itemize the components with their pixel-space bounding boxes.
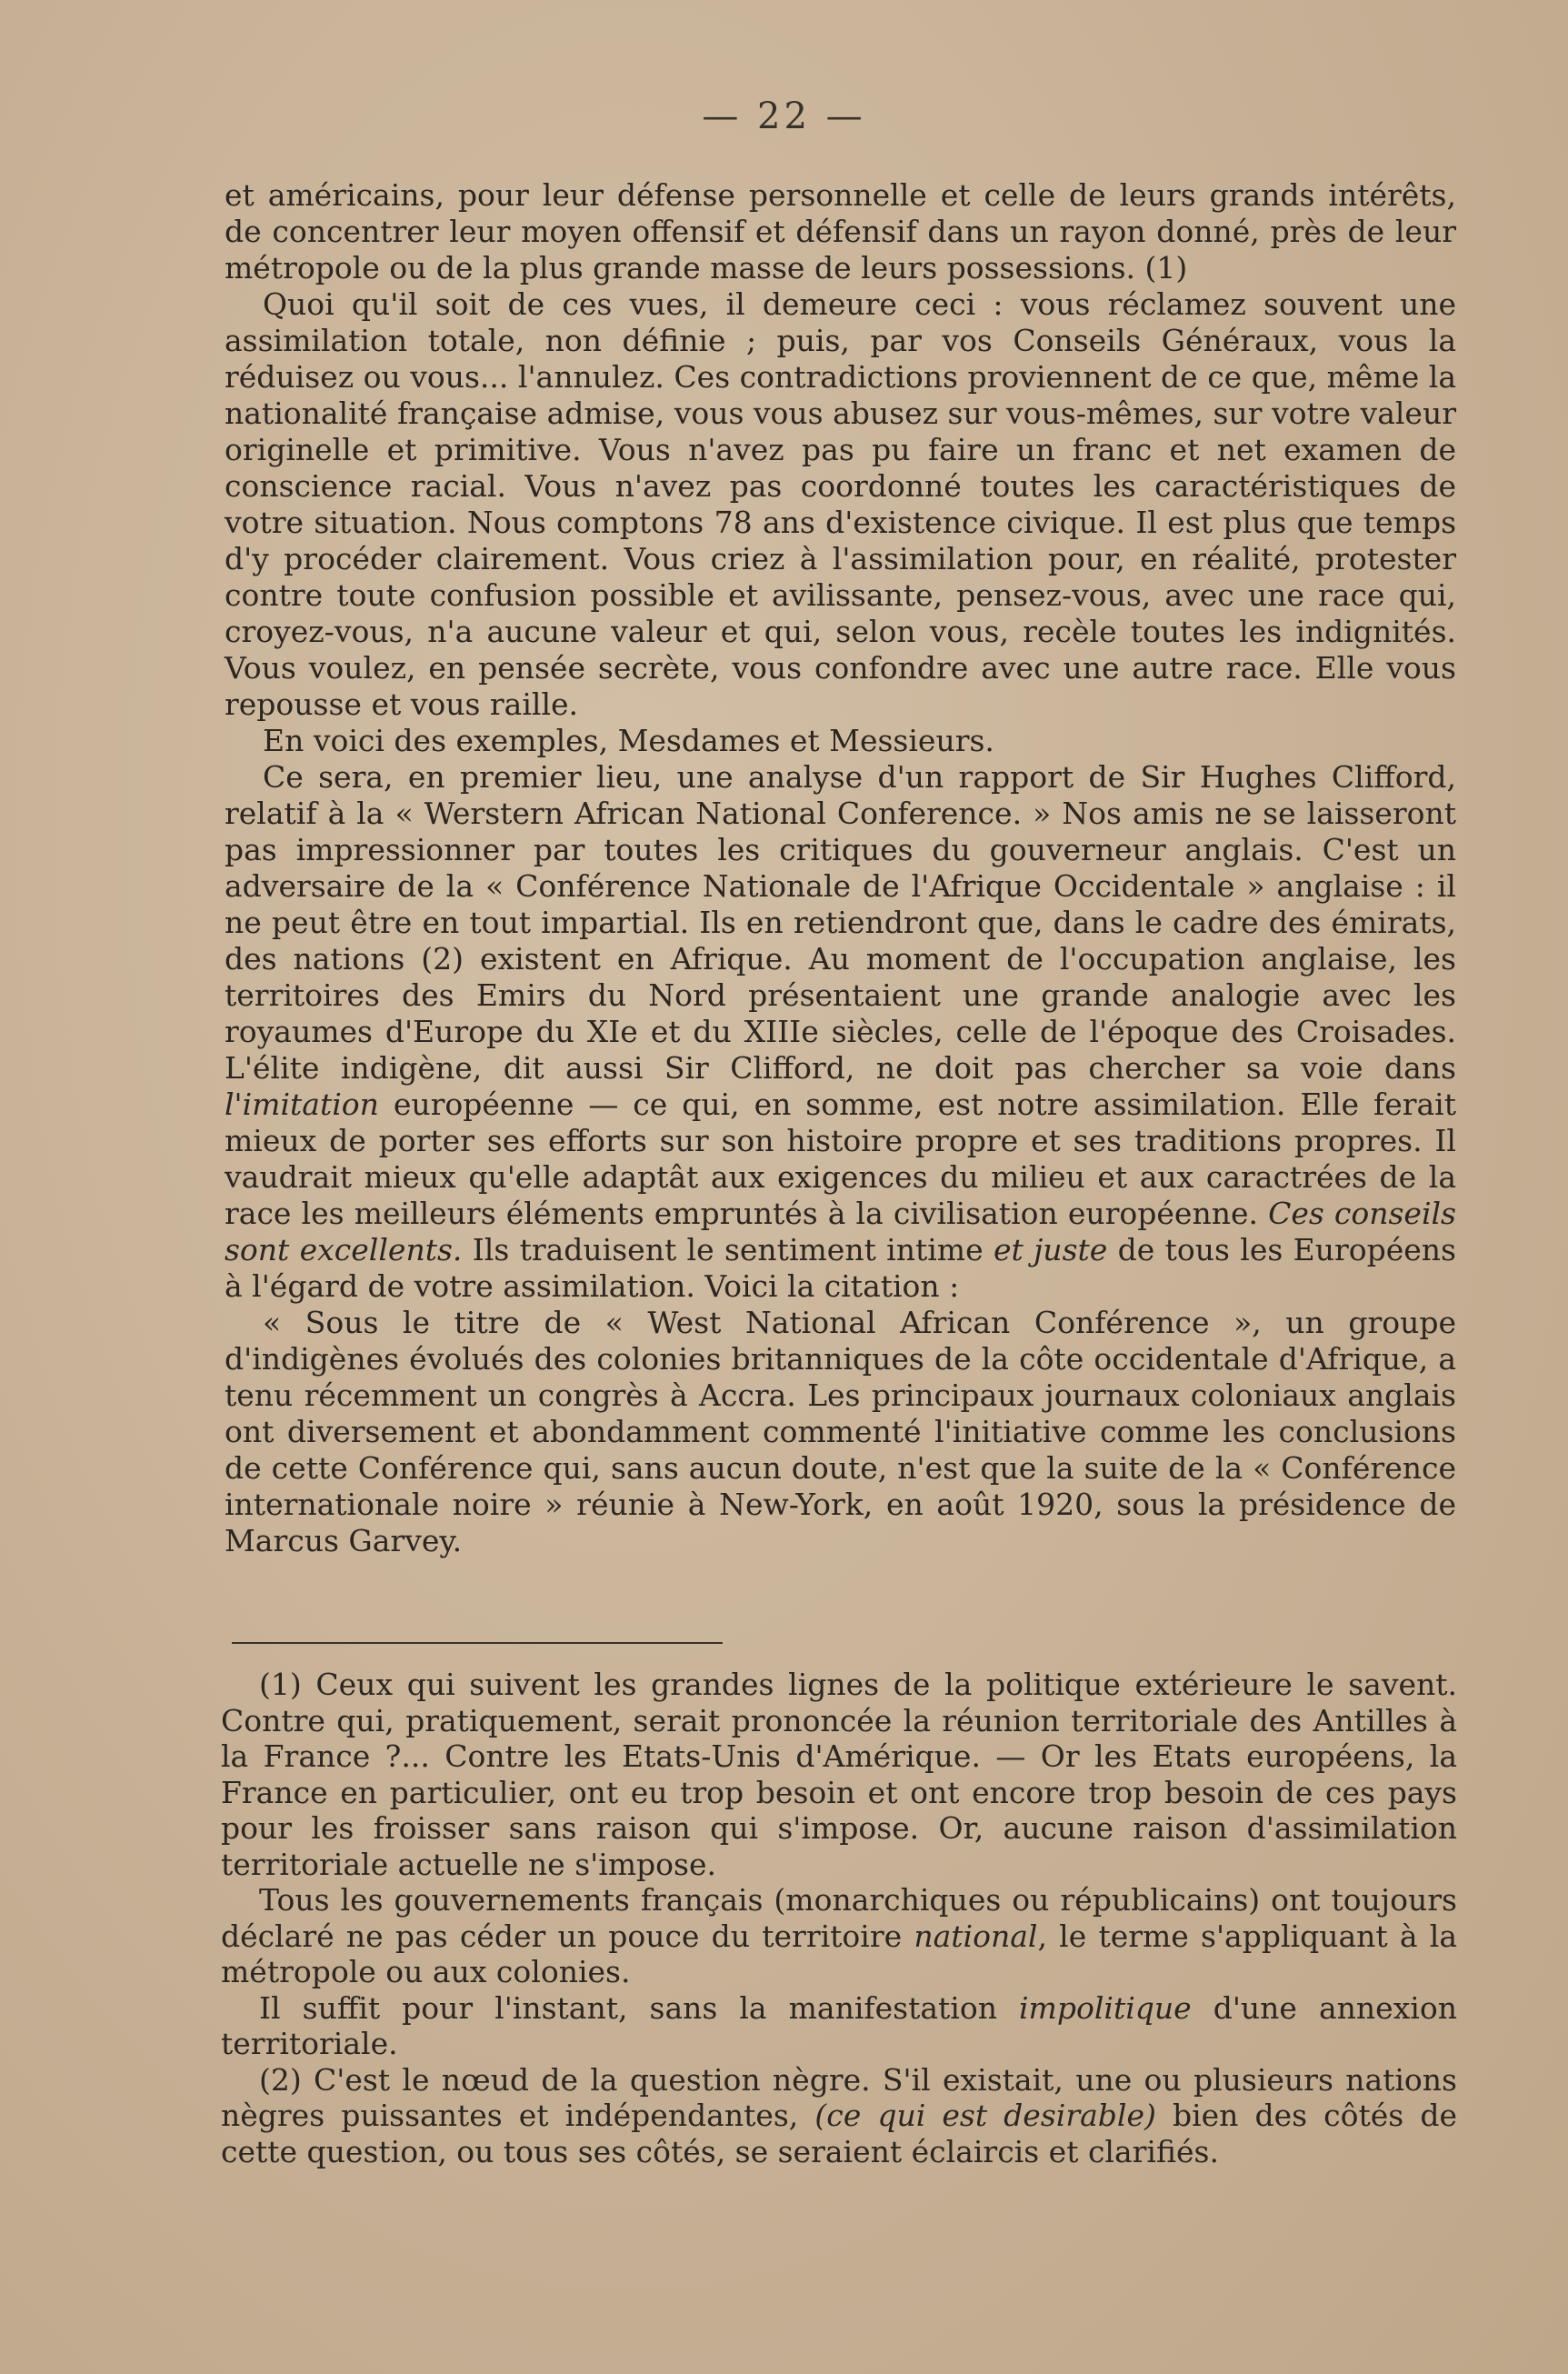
main-text: [225, 177, 1456, 1559]
footnote-1-continued-a: [221, 1882, 1457, 1990]
footnote-1-continued-b: [221, 1990, 1457, 2062]
paragraph-citation: « Sous le titre de « West National African Conférence », un groupe d'indigènes évolués des colonies britanniques de la côte occidentale d'Afrique, a tenu récemment un congrès à Accra. Les principaux journaux coloniaux anglais ont diversement et abondamment commenté l'initiative comme les conclusions de cette Conférence qui, sans aucun doute, n'est que la suite de la « Conférence internationale noire » réunie à New-York, en août 1920, sous la présidence de Marcus Garvey.: [225, 1305, 1456, 1558]
paragraph-examples: En voici des exemples, Mesdames et Messieurs.: [263, 723, 994, 758]
clifford-emphasis-conseils: Ces conseils sont excellents.: [225, 1196, 1456, 1267]
footnote-emphasis-desirable: (ce qui est desirable): [814, 2098, 1156, 2133]
clifford-emphasis-imitation: l'imitation: [225, 1087, 379, 1122]
footnote-2: [221, 2062, 1457, 2170]
footnote-emphasis-national: national: [914, 1918, 1038, 1954]
footnote-text: bien des côtés de cette question, ou tous ses côtés, se seraient éclaircis et clarifiés.: [221, 2098, 1457, 2169]
footnote-emphasis-impolitique: impolitique: [1019, 1989, 1192, 2026]
footnote-divider: [232, 1642, 723, 1644]
clifford-text-4: de tous les Européens à l'égard de votre assimilation. Voici la citation :: [225, 1232, 1456, 1304]
clifford-text-1: Ce sera, en premier lieu, une analyse d'un rapport de Sir Hughes Clifford, relatif à la « Werstern African National Conference. » Nos amis ne se laisseront pas impressionner par toutes les critiques du gouverneur anglais. C'est un adversaire de la « Conférence Nationale de l'Afrique Occidentale » anglaise : il ne peut être en tout impartial. Ils en retiendront que, dans le cadre des émirats, des nations (2) existent en Afrique. Au moment de l'occupation anglaise, les territoires des Emirs du Nord présentaient une grande analogie avec les royaumes d'Europe du XIe et du XIIIe siècles, celle de l'époque des Croisades. L'élite indigène, dit aussi Sir Clifford, ne doit pas chercher sa voie dans: [225, 759, 1456, 1086]
footnote-text: (2) C'est le nœud de la question nègre. S'il existait, une ou plusieurs nations nègres puissantes et indépendantes,: [221, 2061, 1457, 2133]
footnote-text: Tous les gouvernements français (monarchiques ou républicains) ont toujours déclaré ne pas céder un pouce du territoire: [221, 1882, 1457, 1954]
paragraph-assimilation: Quoi qu'il soit de ces vues, il demeure ceci : vous réclamez souvent une assimilation totale, non définie ; puis, par vos Conseils Généraux, vous la réduisez ou vous... l'annulez. Ces contradictions proviennent de ce que, même la nationalité française admise, vous vous abusez sur vous-mêmes, sur votre valeur originelle et primitive. Vous n'avez pas pu faire un franc et net examen de conscience racial. Vous n'avez pas coordonné toutes les caractéristiques de votre situation. Nous comptons 78 ans d'existence civique. Il est plus que temps d'y procéder clairement. Vous criez à l'assimilation pour, en réalité, protester contre toute confusion possible et avilissante, pensez-vous, avec une race qui, croyez-vous, n'a aucune valeur et qui, selon vous, recèle toutes les indignités. Vous voulez, en pensée secrète, vous confondre avec une autre race. Elle vous repousse et vous raille.: [225, 286, 1456, 722]
clifford-text-2: européenne — ce qui, en somme, est notre assimilation. Elle ferait mieux de porter ses efforts sur son histoire propre et ses traditions propres. Il vaudrait mieux qu'elle adaptât aux exigences du milieu et aux caractrées de la race les meilleurs éléments empruntés à la civilisation européenne.: [225, 1087, 1456, 1231]
page-number: — 22 —: [702, 95, 866, 137]
footnotes: [221, 1667, 1457, 2169]
footnote-1: (1) Ceux qui suivent les grandes lignes de la politique extérieure le savent. Contre qui, pratiquement, serait prononcée la réunion territoriale des Antilles à la France ?... Contre les Etats-Unis d'Amérique. — Or les Etats européens, la France en particulier, ont eu trop besoin et ont encore trop besoin de ces pays pour les froisser sans raison qui s'impose. Or, aucune raison d'assimilation territoriale actuelle ne s'impose.: [221, 1667, 1457, 1882]
footnote-text: Il suffit pour l'instant, sans la manifestation: [259, 1989, 1019, 2026]
footnote-text: , le terme s'appliquant à la métropole ou aux colonies.: [221, 1918, 1457, 1989]
clifford-emphasis-juste: et juste: [993, 1232, 1108, 1267]
paragraph-continuation: et américains, pour leur défense personnelle et celle de leurs grands intérêts, de concentrer leur moyen offensif et défensif dans un rayon donné, près de leur métropole ou de la plus grande masse de leurs possessions. (1): [225, 177, 1456, 285]
footnote-text: d'une annexion territoriale.: [221, 1989, 1457, 2061]
clifford-text-3: Ils traduisent le sentiment intime: [462, 1232, 994, 1267]
paragraph-clifford-report: [225, 759, 1456, 1305]
